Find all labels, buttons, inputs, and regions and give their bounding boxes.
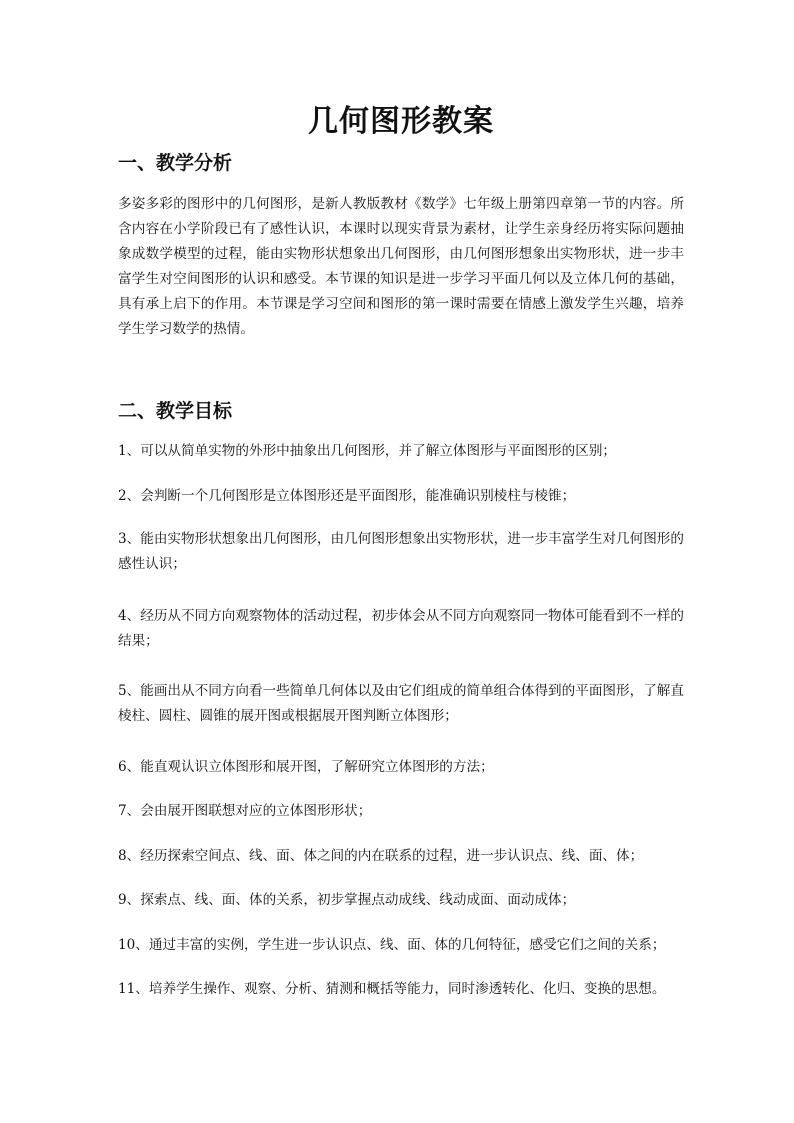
objective-item: 9、探索点、线、面、体的关系，初步掌握点动成线、线动成面、面动成体；	[118, 892, 576, 908]
objective-item: 7、会由展开图联想对应的立体图形形状；	[118, 803, 372, 819]
section-heading-analysis: 一、教学分析	[118, 152, 233, 174]
document-title: 几何图形教案	[308, 104, 494, 139]
objective-item: 4、经历从不同方向观察物体的活动过程，初步体会从不同方向观察同一物体可能看到不一样的结果；	[118, 608, 684, 649]
objective-item: 8、经历探索空间点、线、面、体之间的内在联系的过程，进一步认识点、线、面、体；	[118, 848, 644, 864]
objective-item: 2、会判断一个几何图形是立体图形还是平面图形，能准确识别棱柱与棱锥；	[118, 488, 576, 504]
objective-item: 11、培养学生操作、观察、分析、猜测和概括等能力，同时渗透转化、化归、变换的思想。	[118, 981, 666, 997]
objective-item: 5、能画出从不同方向看一些简单几何体以及由它们组成的简单组合体得到的平面图形，了解直棱柱、圆柱、圆锥的展开图或根据展开图判断立体图形；	[118, 683, 684, 724]
section-heading-objectives: 二、教学目标	[118, 400, 233, 422]
objective-item: 3、能由实物形状想象出几何图形，由几何图形想象出实物形状，进一步丰富学生对几何图形的感性认识；	[118, 531, 684, 572]
objective-item: 6、能直观认识立体图形和展开图，了解研究立体图形的方法；	[118, 759, 494, 775]
analysis-paragraph: 多姿多彩的图形中的几何图形，是新人教版教材《数学》七年级上册第四章第一节的内容。所含内容在小学阶段已有了感性认识，本课时以现实背景为素材，让学生亲身经历将实际问题抽象成数学模型的过程，能由实物形状想象出几何图形，由几何图形想象出实物形状，进一步丰富学生对空间图形的认识和感受。本节课的知识是进一步学习平面几何以及立体几何的基础，具有承上启下的作用。本节课是学习空间和图形的第一课时需要在情感上激发学生兴趣，培养学生学习数学的热情。	[118, 196, 684, 337]
objective-item: 1、可以从简单实物的外形中抽象出几何图形，并了解立体图形与平面图形的区别；	[118, 443, 617, 459]
objective-item: 10、通过丰富的实例，学生进一步认识点、线、面、体的几何特征，感受它们之间的关系；	[118, 937, 666, 953]
